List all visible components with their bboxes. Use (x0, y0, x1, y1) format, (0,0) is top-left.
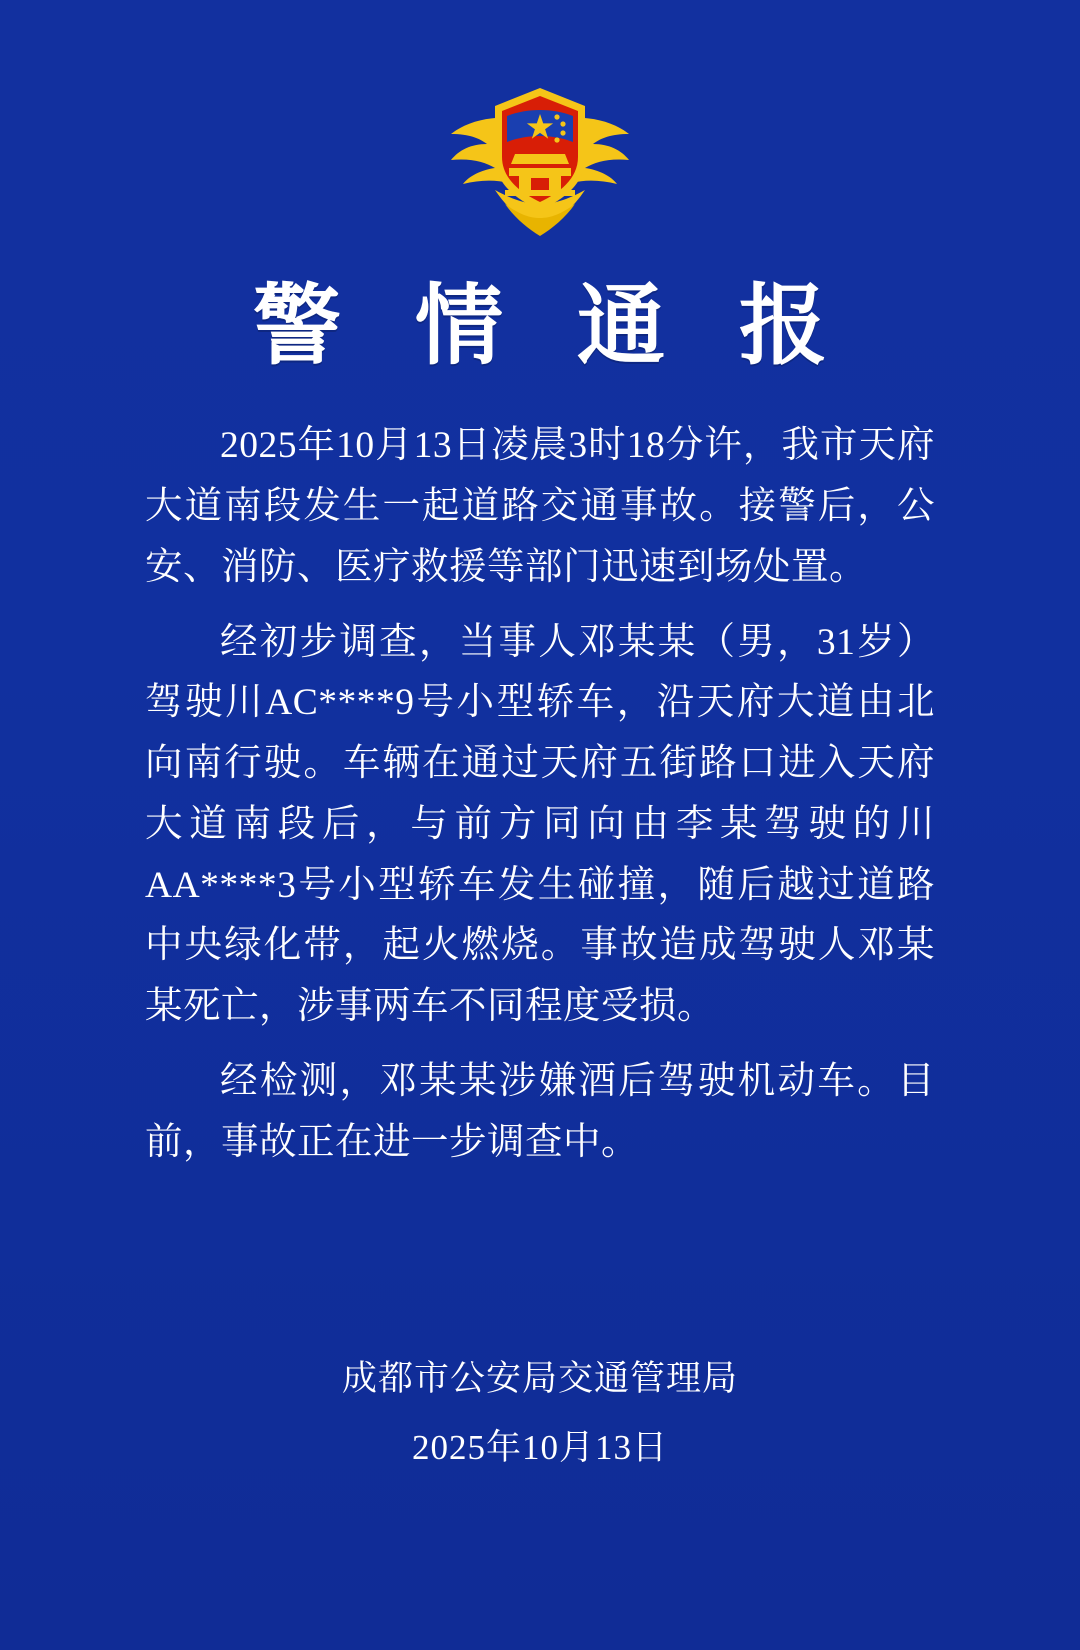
signature-block (0, 1353, 1080, 1474)
notice-paragraph-2: 经初步调查，当事人邓某某（男，31岁）驾驶川AC****9号小型轿车，沿天府大道由北向南行驶。车辆在通过天府五街路口进入天府大道南段后，与前方同向由李某驾驶的川AA****3号小型轿车发生碰撞，随后越过道路中央绿化带，起火燃烧。事故造成驾驶人邓某某死亡，涉事两车不同程度受损。 (145, 621, 935, 1028)
notice-paragraph-3: 经检测，邓某某涉嫌酒后驾驶机动车。目前，事故正在进一步调查中。 (145, 1060, 935, 1163)
issue-date: 2025年10月13日 (411, 1427, 668, 1467)
issuing-organization: 成都市公安局交通管理局 (341, 1359, 738, 1398)
page-title: 警 情 通 报 (252, 279, 853, 376)
china-police-badge-icon (435, 72, 645, 252)
notice-body (145, 416, 935, 1173)
notice-paragraph-1: 2025年10月13日凌晨3时18分许，我市天府大道南段发生一起道路交通事故。接警后，公安、消防、医疗救援等部门迅速到场处置。 (145, 425, 935, 588)
